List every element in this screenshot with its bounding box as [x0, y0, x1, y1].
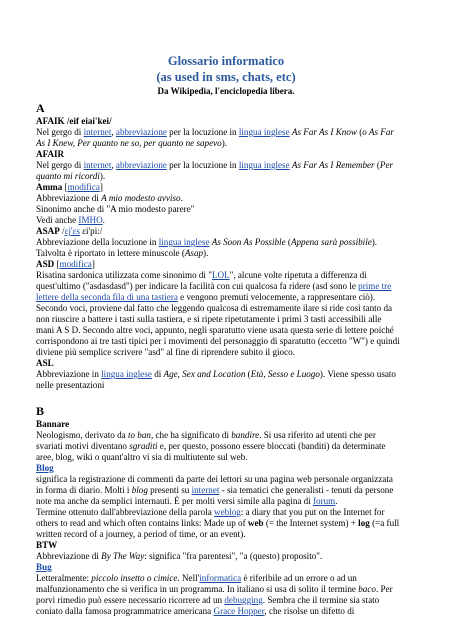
text-line [36, 369, 396, 380]
text-run: : significa "fra parentesi", "a (questo) proposito". [144, 551, 323, 561]
text-run: ] [91, 259, 95, 269]
text-line [36, 358, 54, 369]
term-label: web [247, 518, 264, 528]
text-line [36, 518, 399, 529]
text-run: [ [54, 259, 60, 269]
text-run: mani A S D. Secondo altre voci, appunto, negli sparatutto viene usata questa serie di lettere poiché [36, 325, 394, 335]
text-run: Sinonimo anche di "A mio modesto parere" [36, 204, 195, 214]
text-line [36, 347, 295, 358]
text-line [36, 303, 392, 314]
text-run: in forma di diario. Molti i [36, 485, 132, 495]
text-line [36, 496, 338, 507]
text-run: ). Viene spesso usato [319, 369, 396, 379]
text-run: Nel gergo di [36, 160, 84, 170]
text-run: [ [62, 182, 68, 192]
text-run: ). [99, 171, 106, 181]
text-run: Neologismo, derivato da [36, 430, 128, 440]
link[interactable]: informatica [199, 573, 242, 583]
text-run: Asap [184, 248, 204, 258]
text-line [36, 595, 379, 606]
text-run: Letteralmente: [36, 573, 92, 583]
text-run: A mio modesto avviso [101, 193, 181, 203]
text-run: ", alcune volte ripetuta a differenza di [229, 270, 367, 280]
text-line [36, 270, 367, 281]
text-run: baco [358, 584, 376, 594]
document-title: Glossario informatico [167, 54, 285, 68]
text-run: Termine ottenuto dall'abbreviazione della parola [36, 507, 215, 517]
text-line [36, 485, 393, 496]
text-run: to ban [127, 430, 151, 440]
text-run: Per [379, 160, 394, 170]
text-line [36, 430, 376, 441]
term-label: Bannare [36, 419, 70, 429]
text-run: : a diary that you put on the Internet for [240, 507, 385, 517]
text-run: per la locuzione in [166, 127, 239, 137]
term-label: ASAP [36, 226, 60, 236]
text-run: nelle presentazioni [36, 380, 105, 390]
text-run: coniato dalla famosa programmatrice americana [36, 606, 214, 616]
text-run: corrispondono ai tre tasti tipici per i movimenti del personaggio di sparatutto (eccetto "W") e quindi [36, 336, 400, 346]
section-heading: B [36, 404, 45, 418]
text-run: (= the Internet system) + [263, 518, 359, 528]
text-run: Secondo voci, proviene dal fatto che leggendo qualcosa di estremamente ilare si ride così tanto da [36, 303, 393, 313]
text-line [36, 116, 112, 127]
link[interactable]: lettere della seconda fila di una tastiera [36, 292, 178, 302]
text-line [36, 160, 393, 171]
text-run: As I Knew, Per quanto ne so, per quanto ne sapevo [36, 138, 222, 148]
document-subtitle: (as used in sms, chats, etc) [156, 70, 296, 84]
text-line [36, 171, 105, 182]
link[interactable]: internet [83, 160, 112, 170]
text-run: Abbreviazione di [36, 551, 102, 561]
term-label: Amma [36, 182, 63, 192]
text-line [36, 562, 52, 573]
link[interactable]: lingua inglese [238, 127, 290, 137]
text-run: Nel gergo di [36, 127, 84, 137]
link[interactable]: lingua inglese [158, 237, 210, 247]
text-line [36, 215, 105, 226]
text-run: , [111, 127, 116, 137]
text-line [36, 452, 248, 463]
text-run: ). [221, 138, 228, 148]
text-line [36, 204, 194, 215]
text-run: Abbreviazione di [36, 193, 102, 203]
term-label: AFAIK /eif eiai'kei/ [36, 116, 112, 126]
text-run: diviene più semplice scrivere "asd" al fine di riprendere subito il gioco. [36, 347, 295, 357]
text-run: ). [203, 248, 209, 258]
text-run: ] [99, 182, 103, 192]
section-heading: A [36, 101, 45, 115]
text-run: , che ha significato di [150, 430, 232, 440]
text-run: e vengono premuti velocemente, a rappresentare ciò). [177, 292, 376, 302]
term-label: ASD [36, 259, 55, 269]
text-run: ). [371, 237, 378, 247]
text-run: significa la registrazione di commenti da parte dei lettori su una pagina web personale organizzata [36, 474, 393, 484]
text-run: di [151, 369, 164, 379]
text-run: presenti su [147, 485, 192, 495]
text-run: ( [374, 160, 380, 170]
text-run: - sia tematici che generalisti - tenuti da persone [219, 485, 394, 495]
link[interactable]: abbreviazione [115, 127, 167, 137]
text-line [36, 325, 394, 336]
text-line [36, 474, 393, 485]
text-run: , che risolse un difetto di [264, 606, 355, 616]
text-line [36, 540, 57, 551]
text-line [36, 529, 246, 540]
text-run: written record of a journey, a period of time, or an event). [36, 529, 246, 539]
text-run: malfunzionamento che si verifica in un programma. In italiano si usa di solito il termine [36, 584, 359, 594]
link[interactable]: modifica [59, 259, 92, 269]
text-line [36, 182, 103, 193]
text-run: . Si usa riferito ad utenti che per [259, 430, 376, 440]
document-source: Da Wikipedia, l'enciclopedia libera. [157, 86, 295, 96]
text-run: Età, Sesso e Luogo [250, 369, 320, 379]
text-line [36, 127, 394, 138]
text-run: . Nell' [177, 573, 200, 583]
text-run: . [102, 215, 105, 225]
text-line [36, 551, 322, 562]
text-run: Appena sarà possibile [290, 237, 372, 247]
term-label: AFAIR [36, 149, 65, 159]
text-run: o As Far [362, 127, 394, 137]
link[interactable]: Bug [36, 562, 52, 572]
text-run: porvi rimedio può essere necessario ricorrere ad un [36, 595, 225, 605]
text-run: ( [285, 237, 291, 247]
text-run: bandire [231, 430, 260, 440]
text-run: Risatina sardonica utilizzata come sinonimo di " [36, 270, 212, 280]
text-line [36, 573, 357, 584]
text-run: As Far As I Know [291, 127, 357, 137]
link[interactable]: lingua inglese [101, 369, 152, 379]
text-run: quest'ultimo ("asdasdasd") per indicare la facilità con cui qualcosa fa ridere (asd sono le [36, 281, 359, 291]
link[interactable]: debugging [224, 595, 263, 605]
text-line [36, 380, 104, 391]
link[interactable]: ɛj'ɛs [64, 226, 80, 236]
link[interactable]: abbreviazione [115, 160, 167, 170]
text-run: blog [131, 485, 148, 495]
term-label: BTW [36, 540, 58, 550]
text-run: others to read and which often contains links: Made up of [36, 518, 248, 528]
text-run: By The Way [101, 551, 145, 561]
text-run: As Far As I Remember [291, 160, 375, 170]
text-line [36, 237, 377, 248]
text-run: è riferibile ad un errore o ad un [241, 573, 357, 583]
link[interactable]: prime tre [358, 281, 392, 291]
text-run: / [59, 226, 65, 236]
text-run: sgraditi [129, 441, 158, 451]
text-run: non riuscire a battere i tasti sulla tastiera, e si ripete ripetutamente i primi 3 tasti accessibili alle [36, 314, 382, 324]
text-line [36, 193, 183, 204]
text-run: quanto mi ricordi [36, 171, 100, 181]
text-line [36, 463, 54, 474]
link[interactable]: internet [83, 127, 112, 137]
link[interactable]: forum [313, 496, 336, 506]
text-run: ɛi'pi:/ [79, 226, 103, 236]
link[interactable]: lingua inglese [238, 160, 290, 170]
text-line [36, 314, 381, 325]
text-run: note ma anche da semplici internauti. È per molti versi simile alla pagina di [36, 496, 314, 506]
link[interactable]: LOL [211, 270, 230, 280]
text-run: Abbreviazione della locuzione in [36, 237, 159, 247]
text-line [36, 419, 69, 430]
text-run: . [180, 193, 183, 203]
text-run: . Sembra che il termine sia stato [262, 595, 380, 605]
text-run: ( [356, 127, 363, 137]
text-run: Talvolta è riportato in lettere minuscole ( [36, 248, 185, 258]
text-line [36, 149, 64, 160]
text-run: . Per [375, 584, 393, 594]
text-line [36, 441, 386, 452]
text-line [36, 248, 208, 259]
link[interactable]: Grace Hopper [213, 606, 265, 616]
link[interactable]: weblog [214, 507, 241, 517]
link[interactable]: modifica [67, 182, 100, 192]
text-run: Abbreviazione in [36, 369, 102, 379]
text-run: ( [245, 369, 251, 379]
link[interactable]: internet [191, 485, 220, 495]
text-run: aree, blog, wiki o quant'altro vi sia di multiutente sul web. [36, 452, 248, 462]
text-line [36, 259, 95, 270]
text-run: e, per questo, possono essere bloccati (banditi) da determinate [157, 441, 386, 451]
term-label: ASL [36, 358, 54, 368]
text-line [36, 606, 354, 617]
text-run: . [335, 496, 338, 506]
text-run: Vedi anche [36, 215, 79, 225]
link[interactable]: Blog [36, 463, 54, 473]
link[interactable]: IMHO [78, 215, 103, 225]
term-label: log [358, 518, 370, 528]
text-line [36, 507, 385, 518]
text-line [36, 584, 393, 595]
text-run: piccolo insetto o cimice [91, 573, 178, 583]
text-run: , [111, 160, 116, 170]
text-line [36, 138, 227, 149]
text-line [36, 281, 391, 292]
text-run: As Soon As Possible [211, 237, 286, 247]
text-line [36, 226, 102, 237]
text-line [36, 336, 400, 347]
text-run: per la locuzione in [166, 160, 239, 170]
text-run: svariati motivi diventano [36, 441, 130, 451]
text-run: Age, Sex and Location [163, 369, 246, 379]
text-line [36, 292, 375, 303]
text-run: (=a full [369, 518, 400, 528]
